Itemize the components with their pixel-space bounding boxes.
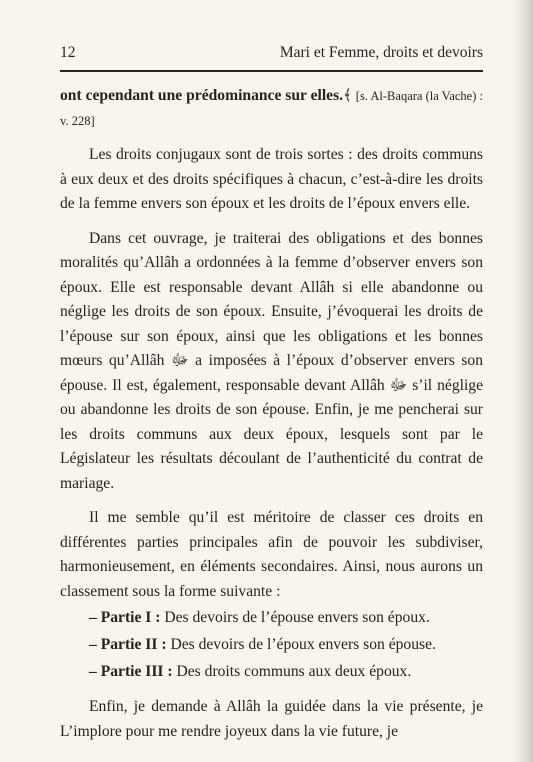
quote-closing-mark: ﴾ (343, 88, 352, 104)
list-dash: – (89, 609, 97, 626)
paragraph-3: Il me semble qu’il est méritoire de classer ces droits en différentes parties principales afin de pouvoir les subdiviser, harmonieusement, en éléments secondaires. Ainsi, nous aurons un classement sous la forme suivante : (60, 509, 483, 600)
paragraph-1: Les droits conjugaux sont de trois sortes : des droits communs à eux deux et des droits spécifiques à chacun, c’est-à-dire les droits de la femme envers son époux et les droits de l’époux envers elle. (60, 146, 483, 212)
page-edge-shadow (511, 0, 533, 762)
part-label: Partie I : (100, 609, 161, 626)
running-title: Mari et Femme, droits et devoirs (279, 44, 483, 61)
part-text: Des devoirs de l’époux envers son épouse. (170, 636, 436, 653)
page-header (60, 44, 483, 66)
quote-reference: [s. Al-Baqara (la Vache) : v. 228] (60, 89, 483, 128)
body-text (60, 84, 483, 754)
page-number: 12 (60, 44, 76, 61)
paragraph-2: Dans cet ouvrage, je traiterai des obligations et des bonnes moralités qu’Allâh a ordonnées à la femme d’observer envers son époux. Elle est responsable devant Allâh si elle abandonne ou néglige les droits de son époux. Ensuite, j’évoquerai les droits de l’épouse sur son époux, ainsi que les obligations et les bonnes mœurs qu’Allâh ﷻ a imposées à l’époux d’observer envers son épouse. Il est, également, responsable devant Allâh ﷻ s’il néglige ou abandonne les droits de son épouse. Enfin, je me pencherai sur les droits communs aux deux époux, lesquels sont par le Législateur les résultats découlant de l’authenticité du contrat de mariage. (60, 229, 484, 492)
part-text: Des devoirs de l’épouse envers son époux. (164, 609, 430, 626)
list-item-part-3 (89, 658, 483, 685)
quote-line (60, 84, 483, 133)
part-text: Des droits communs aux deux époux. (176, 663, 412, 680)
list-dash: – (89, 636, 97, 653)
closing-paragraph: Enfin, je demande à Allâh la guidée dans la vie présente, je L’implore pour me rendre joyeux dans la vie future, je (60, 698, 483, 740)
header-rule (60, 70, 483, 72)
list-dash: – (89, 663, 97, 680)
quote-text: ont cependant une prédominance sur elles. (60, 87, 344, 104)
list-item-part-2 (89, 631, 483, 658)
part-label: Partie III : (100, 663, 173, 680)
list-item-part-1 (89, 604, 483, 631)
part-label: Partie II : (100, 636, 167, 653)
